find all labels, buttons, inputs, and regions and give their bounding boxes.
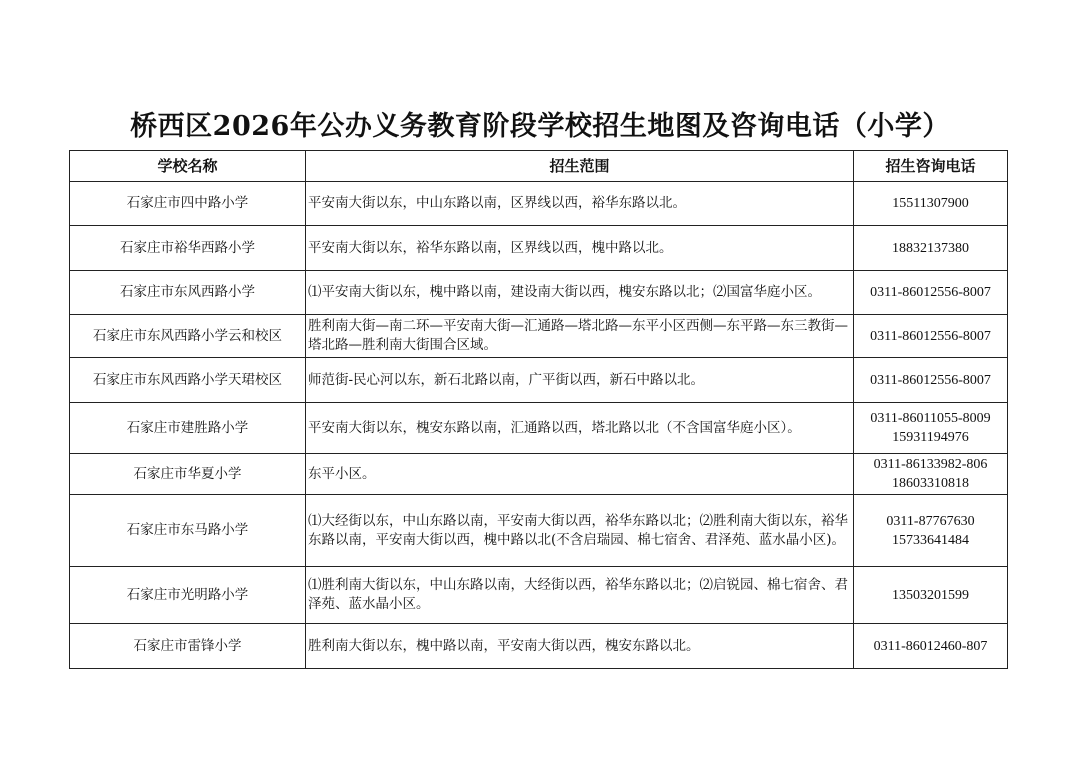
- phone-number: 0311-86012556-8007: [870, 285, 991, 300]
- enrollment-range-cell: 师范街-民心河以东，新石北路以南，广平街以西，新石中路以北。: [306, 358, 854, 403]
- phone-number: 0311-86012556-8007: [870, 328, 991, 344]
- phone-number: 15733641484: [892, 532, 969, 548]
- table-body: [70, 182, 1008, 669]
- school-name-cell: 石家庄市建胜路小学: [70, 403, 306, 454]
- phone-number: 13503201599: [892, 587, 969, 603]
- school-name-cell: 石家庄市东风西路小学云和校区: [70, 315, 306, 358]
- phone-number: 0311-86133982-806: [873, 457, 988, 472]
- phone-number: 0311-86011055-8009: [870, 411, 991, 426]
- school-name-cell: 石家庄市华夏小学: [70, 454, 306, 495]
- phone-cell: [854, 454, 1008, 495]
- table-row: [70, 624, 1008, 669]
- enrollment-range-cell: 胜利南大街以东，槐中路以南，平安南大街以西，槐安东路以北。: [306, 624, 854, 669]
- table-row: [70, 454, 1008, 495]
- school-name-cell: 石家庄市雷锋小学: [70, 624, 306, 669]
- school-name-cell: 石家庄市光明路小学: [70, 567, 306, 624]
- enrollment-range-cell: ⑴大经街以东，中山东路以南，平安南大街以西，裕华东路以北；⑵胜利南大街以东，裕华东路以南，平安南大街以西，槐中路以北(不含启瑞园、棉七宿舍、君泽苑、蓝水晶小区)。: [306, 495, 854, 567]
- phone-number: 15511307900: [892, 196, 969, 211]
- phone-number: 0311-86012460-807: [873, 638, 988, 654]
- table-row: [70, 567, 1008, 624]
- table-header-row: [70, 151, 1008, 182]
- phone-number: 18832137380: [892, 240, 969, 256]
- phone-cell: [854, 271, 1008, 315]
- school-name-cell: 石家庄市裕华西路小学: [70, 226, 306, 271]
- phone-cell: [854, 567, 1008, 624]
- header-school-name: 学校名称: [70, 151, 306, 182]
- phone-number: 15931194976: [892, 430, 969, 445]
- header-consult-phone: 招生咨询电话: [854, 151, 1008, 182]
- phone-cell: [854, 403, 1008, 454]
- enrollment-range-cell: ⑴平安南大街以东，槐中路以南，建设南大街以西，槐安东路以北；⑵国富华庭小区。: [306, 271, 854, 315]
- enrollment-range-cell: 东平小区。: [306, 454, 854, 495]
- phone-cell: [854, 358, 1008, 403]
- phone-cell: [854, 315, 1008, 358]
- page-title: 桥西区2026年公办义务教育阶段学校招生地图及咨询电话（小学）: [130, 111, 950, 142]
- phone-cell: [854, 226, 1008, 271]
- table-row: [70, 182, 1008, 226]
- school-name-cell: 石家庄市东风西路小学天珺校区: [70, 358, 306, 403]
- phone-number: 0311-87767630: [886, 513, 975, 529]
- school-name-cell: 石家庄市东马路小学: [70, 495, 306, 567]
- table-row: [70, 495, 1008, 567]
- school-name-cell: 石家庄市四中路小学: [70, 182, 306, 226]
- table-row: [70, 315, 1008, 358]
- table-row: [70, 226, 1008, 271]
- enrollment-range-cell: 平安南大街以东，槐安东路以南，汇通路以西，塔北路以北（不含国富华庭小区）。: [306, 403, 854, 454]
- enrollment-range-cell: 胜利南大街—南二环—平安南大街—汇通路—塔北路—东平小区西侧—东平路—东三教街—塔北路—胜利南大街围合区域。: [306, 315, 854, 358]
- table-row: [70, 403, 1008, 454]
- school-name-cell: 石家庄市东风西路小学: [70, 271, 306, 315]
- header-enrollment-range: 招生范围: [306, 151, 854, 182]
- phone-cell: [854, 495, 1008, 567]
- enrollment-table: [69, 150, 1008, 669]
- table-row: [70, 358, 1008, 403]
- enrollment-range-cell: ⑴胜利南大街以东，中山东路以南，大经街以西，裕华东路以北；⑵启锐园、棉七宿舍、君泽苑、蓝水晶小区。: [306, 567, 854, 624]
- enrollment-range-cell: 平安南大街以东，裕华东路以南，区界线以西，槐中路以北。: [306, 226, 854, 271]
- phone-cell: [854, 182, 1008, 226]
- phone-number: 18603310818: [892, 476, 969, 491]
- table-row: [70, 271, 1008, 315]
- phone-cell: [854, 624, 1008, 669]
- enrollment-range-cell: 平安南大街以东，中山东路以南，区界线以西，裕华东路以北。: [306, 182, 854, 226]
- phone-number: 0311-86012556-8007: [870, 372, 991, 388]
